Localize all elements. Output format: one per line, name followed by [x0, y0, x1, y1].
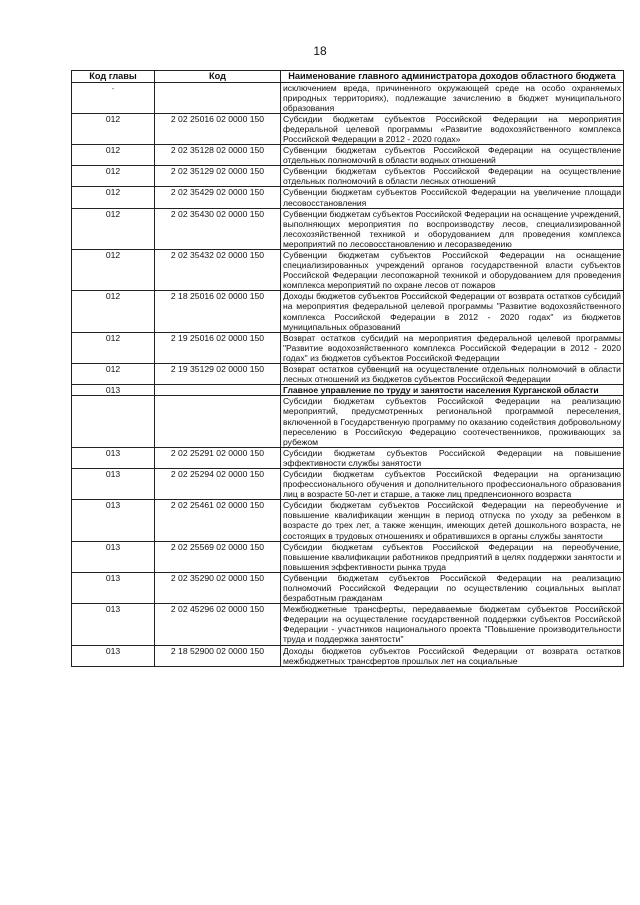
administrator-name-cell: Субсидии бюджетам субъектов Российской Федерации на мероприятия федеральной целевой программы «Развитие водохозяйственного комплекса Российской Федерации в 2012 - 2020 годах»	[281, 113, 624, 144]
chapter-code-cell: 013	[72, 385, 155, 396]
table-row	[72, 187, 624, 208]
chapter-code-cell: 012	[72, 291, 155, 332]
table-row	[72, 604, 624, 645]
administrator-name-cell: Главное управление по труду и занятости населения Курганской области	[281, 385, 624, 396]
administrator-name-cell: Возврат остатков субвенций на осуществление отдельных полномочий в области лесных отношений из бюджетов субъектов Российской Федерации	[281, 364, 624, 385]
table-row	[72, 572, 624, 603]
table-row	[72, 250, 624, 291]
budget-code-cell: 2 19 25016 02 0000 150	[155, 332, 281, 363]
chapter-code-cell: 012	[72, 250, 155, 291]
administrator-name-cell: Субвенции бюджетам субъектов Российской Федерации на увеличение площади лесовосстановления	[281, 187, 624, 208]
budget-code-cell: 2 02 35432 02 0000 150	[155, 250, 281, 291]
chapter-code-cell: 012	[72, 145, 155, 166]
budget-code-cell: 2 02 35128 02 0000 150	[155, 145, 281, 166]
chapter-code-cell: 012	[72, 364, 155, 385]
budget-code-cell: 2 02 35129 02 0000 150	[155, 166, 281, 187]
administrator-name-cell: Субсидии бюджетам субъектов Российской Федерации на организацию профессионального обучения и дополнительного профессионального образования лиц в возрасте 50-лет и старше, а также лиц предпенсионного возраста	[281, 468, 624, 499]
budget-code-cell: 2 02 25294 02 0000 150	[155, 468, 281, 499]
table-body	[72, 82, 624, 666]
budget-code-cell: 2 02 35430 02 0000 150	[155, 208, 281, 249]
table-row	[72, 447, 624, 468]
table-header-row	[72, 71, 624, 83]
table-row	[72, 541, 624, 572]
table-row	[72, 645, 624, 666]
chapter-code-cell: 013	[72, 572, 155, 603]
table-row	[72, 145, 624, 166]
administrator-name-cell: Субсидии бюджетам субъектов Российской Федерации на переобучение и повышение квалификации женщин в период отпуска по уходу за ребенком в возрасте до трех лет, а также женщин, имеющих детей дошкольного возраста, не состоящих в трудовых отношениях и обратившихся в органы службы занятости	[281, 500, 624, 541]
budget-code-cell	[155, 396, 281, 447]
table-row	[72, 208, 624, 249]
budget-code-cell: 2 02 35290 02 0000 150	[155, 572, 281, 603]
budget-code-cell: 2 18 52900 02 0000 150	[155, 645, 281, 666]
chapter-code-cell: 012	[72, 187, 155, 208]
administrator-name-cell: Субвенции бюджетам субъектов Российской Федерации на осуществление отдельных полномочий в области лесных отношений	[281, 166, 624, 187]
chapter-code-cell: 013	[72, 447, 155, 468]
administrator-name-cell: Межбюджетные трансферты, передаваемые бюджетам субъектов Российской Федерации на осуществление государственной поддержки субъектов Российской Федерации - участников национального проекта "Повышение производительности труда и поддержка занятости"	[281, 604, 624, 645]
budget-code-cell	[155, 385, 281, 396]
table-row	[72, 364, 624, 385]
administrator-name-cell: Возврат остатков субсидий на мероприятия федеральной целевой программы "Развитие водохозяйственного комплекса Российской Федерации в 2012 - 2020 годах" из бюджетов субъектов Российской Федерации	[281, 332, 624, 363]
table-row	[72, 468, 624, 499]
table-row	[72, 332, 624, 363]
administrator-name-cell: Субсидии бюджетам субъектов Российской Федерации на переобучение, повышение квалификации работников предприятий в целях поддержки занятости и повышения эффективности рынка труда	[281, 541, 624, 572]
chapter-code-cell: -	[72, 82, 155, 113]
administrator-name-cell: Субсидии бюджетам субъектов Российской Федерации на реализацию мероприятий, предусмотренных региональной программой переселения, включенной в Государственную программу по оказанию содействия добровольному переселению в Российскую Федерацию соотечественников, проживающих за рубежом	[281, 396, 624, 447]
chapter-code-cell: 012	[72, 208, 155, 249]
budget-code-cell: 2 02 25016 02 0000 150	[155, 113, 281, 144]
budget-code-cell	[155, 82, 281, 113]
administrator-name-cell: Субвенции бюджетам субъектов Российской Федерации на оснащение учреждений, выполняющих мероприятия по воспроизводству лесов, специализированной лесохозяйственной техникой и оборудованием для проведения комплекса мероприятий по лесовосстановлению и лесоразведению	[281, 208, 624, 249]
revenue-administrators-table	[71, 70, 624, 667]
table-row	[72, 291, 624, 332]
header-name: Наименование главного администратора доходов областного бюджета	[281, 71, 624, 83]
table-row	[72, 385, 624, 396]
chapter-code-cell: 012	[72, 332, 155, 363]
budget-code-cell: 2 02 45296 02 0000 150	[155, 604, 281, 645]
header-chapter-code: Код главы	[72, 71, 155, 83]
header-code: Код	[155, 71, 281, 83]
page-number: 18	[313, 44, 327, 58]
chapter-code-cell: 013	[72, 500, 155, 541]
administrator-name-cell: Доходы бюджетов субъектов Российской Федерации от возврата остатков субсидий на мероприятия федеральной целевой программы "Развитие водохозяйственного комплекса Российской Федерации в 2012 - 2020 годах" из бюджетов муниципальных образований	[281, 291, 624, 332]
chapter-code-cell: 013	[72, 468, 155, 499]
table-row	[72, 113, 624, 144]
table-row	[72, 82, 624, 113]
table-row	[72, 500, 624, 541]
administrator-name-cell: Субвенции бюджетам субъектов Российской Федерации на оснащение специализированных учреждений органов государственной власти субъектов Российской Федерации лесопожарной техникой и оборудованием для проведения комплекса мероприятий по охране лесов от пожаров	[281, 250, 624, 291]
budget-code-cell: 2 02 25461 02 0000 150	[155, 500, 281, 541]
budget-code-cell: 2 19 35129 02 0000 150	[155, 364, 281, 385]
chapter-code-cell: 012	[72, 113, 155, 144]
budget-code-cell: 2 02 25291 02 0000 150	[155, 447, 281, 468]
administrator-name-cell: исключением вреда, причиненного окружающей среде на особо охраняемых природных территориях), подлежащие зачислению в бюджет муниципального образования	[281, 82, 624, 113]
chapter-code-cell: 012	[72, 166, 155, 187]
budget-code-cell: 2 02 25569 02 0000 150	[155, 541, 281, 572]
budget-code-cell: 2 18 25016 02 0000 150	[155, 291, 281, 332]
table-row	[72, 396, 624, 447]
administrator-name-cell: Субвенции бюджетам субъектов Российской Федерации на осуществление отдельных полномочий в области водных отношений	[281, 145, 624, 166]
chapter-code-cell: 013	[72, 645, 155, 666]
administrator-name-cell: Субсидии бюджетам субъектов Российской Федерации на повышение эффективности службы занятости	[281, 447, 624, 468]
administrator-name-cell: Доходы бюджетов субъектов Российской Федерации от возврата остатков межбюджетных трансфертов прошлых лет на социальные	[281, 645, 624, 666]
budget-code-cell: 2 02 35429 02 0000 150	[155, 187, 281, 208]
administrator-name-cell: Субвенции бюджетам субъектов Российской Федерации на реализацию полномочий Российской Федерации по осуществлению социальных выплат безработным гражданам	[281, 572, 624, 603]
table-row	[72, 166, 624, 187]
chapter-code-cell: 013	[72, 604, 155, 645]
chapter-code-cell	[72, 396, 155, 447]
chapter-code-cell: 013	[72, 541, 155, 572]
